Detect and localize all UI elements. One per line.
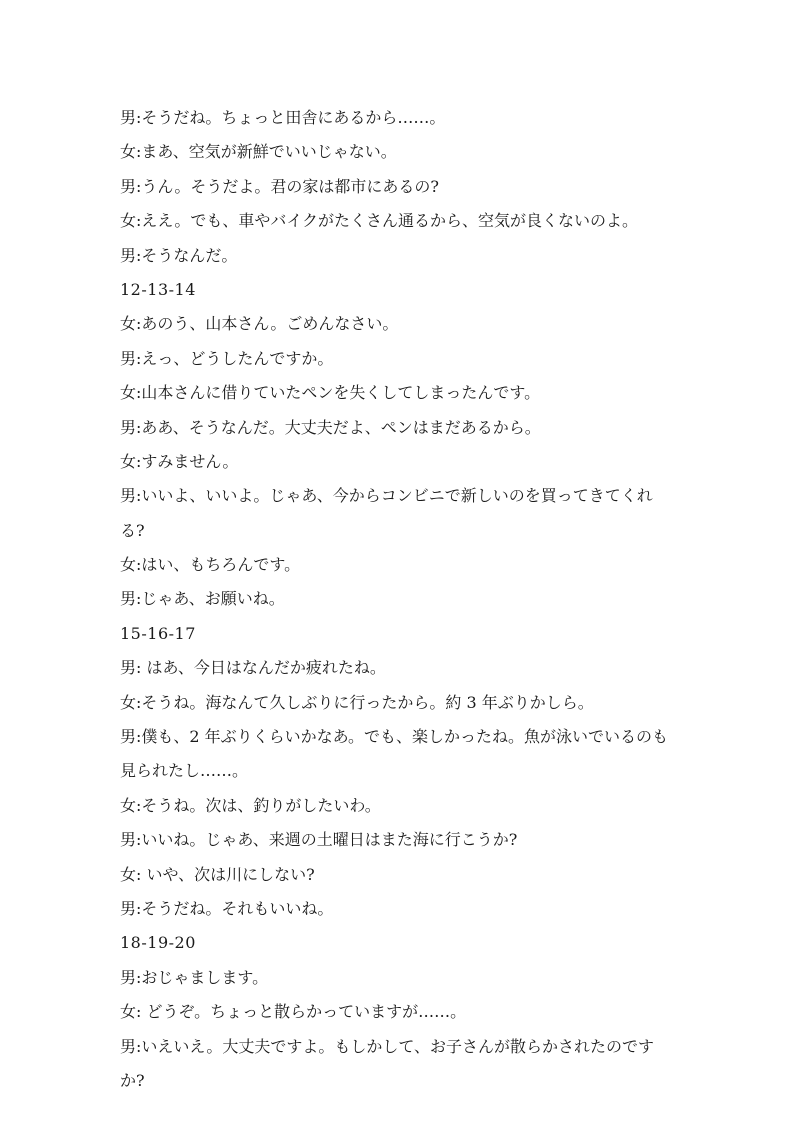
- document-page: [120, 101, 690, 1098]
- dialogue-line: 女:あのう、山本さん。ごめんなさい。: [120, 314, 399, 334]
- dialogue-line-continuation: る?: [120, 520, 145, 540]
- dialogue-line: 男:そうだね。ちょっと田舎にあるから……。: [120, 108, 446, 127]
- dialogue-line: 男:僕も、2 年ぶりくらいかなあ。でも、楽しかったね。魚が泳いでいるのも: [120, 727, 669, 747]
- dialogue-line: 女:はい、もちろんです。: [120, 555, 301, 575]
- dialogue-line: 女:そうね。次は、釣りがしたいわ。: [120, 795, 381, 815]
- dialogue-line: 男:えっ、どうしたんですか。: [120, 348, 334, 368]
- dialogue-line: 女:ええ。でも、車やバイクがたくさん通るから、空気が良くないのよ。: [120, 211, 639, 231]
- dialogue-line: 女:そうね。海なんて久しぶりに行ったから。約 3 年ぶりかしら。: [120, 692, 594, 712]
- question-number-heading: 12-13-14: [120, 279, 196, 299]
- dialogue-line: 男:いいよ、いいよ。じゃあ、今からコンビニで新しいのを買ってきてくれ: [120, 486, 653, 506]
- dialogue-line: 女:まあ、空気が新鮮でいいじゃない。: [120, 142, 397, 162]
- dialogue-line-continuation: 見られたし……。: [120, 761, 249, 781]
- question-number-heading: 15-16-17: [120, 623, 196, 643]
- dialogue-line: 男: はあ、今日はなんだか疲れたね。: [120, 658, 386, 678]
- dialogue-line: 男:じゃあ、お願いね。: [120, 589, 285, 609]
- dialogue-line: 女:すみません。: [120, 451, 239, 471]
- dialogue-line-continuation: か?: [120, 1070, 145, 1090]
- dialogue-line: 男:いいね。じゃあ、来週の土曜日はまた海に行こうか?: [120, 830, 518, 850]
- dialogue-line: 男:おじゃまします。: [120, 967, 269, 987]
- dialogue-line: 男:そうなんだ。: [120, 245, 238, 265]
- dialogue-line: 女: どうぞ。ちょっと散らかっていますが……。: [120, 1002, 467, 1022]
- dialogue-line: 男:ああ、そうなんだ。大丈夫だよ、ペンはまだあるから。: [120, 417, 541, 437]
- dialogue-line: 女: いや、次は川にしない?: [120, 864, 315, 884]
- dialogue-line: 男:いえいえ。大丈夫ですよ。もしかして、お子さんが散らかされたのです: [120, 1036, 655, 1056]
- dialogue-line: 男:そうだね。それもいいね。: [120, 898, 334, 918]
- dialogue-line: 男:うん。そうだよ。君の家は都市にあるの?: [120, 176, 439, 196]
- question-number-heading: 18-19-20: [120, 933, 196, 953]
- dialogue-line: 女:山本さんに借りていたペンを失くしてしまったんです。: [120, 383, 541, 403]
